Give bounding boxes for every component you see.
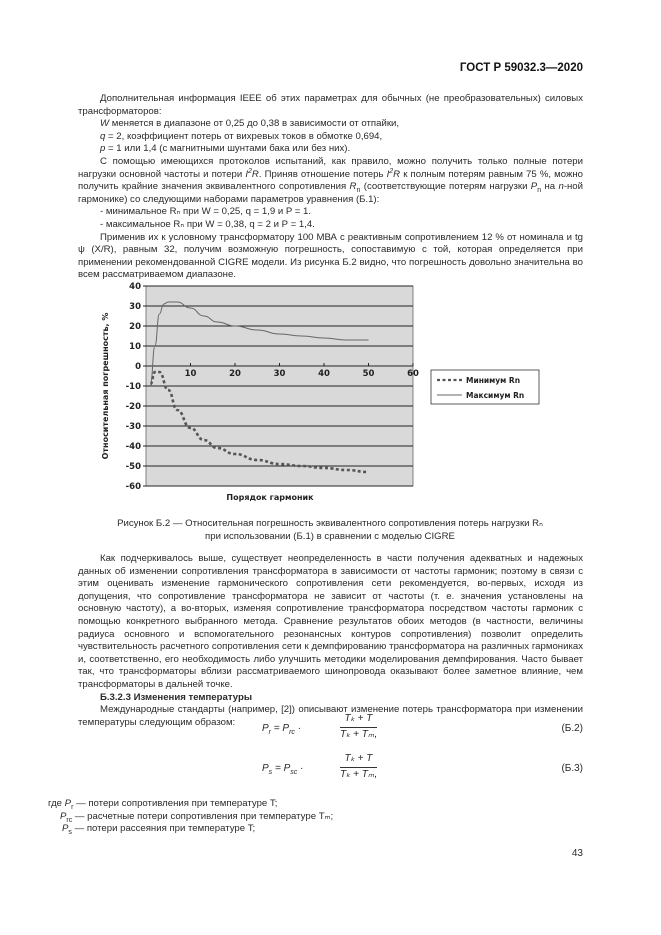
intro-section bbox=[78, 93, 583, 282]
svg-text:Минимум Rn: Минимум Rn bbox=[466, 376, 521, 385]
var-p: p bbox=[100, 143, 106, 155]
svg-text:-30: -30 bbox=[125, 422, 141, 432]
min-params-line: - минимальное Rₙ при W = 0,25, q = 1,9 и P = 1. bbox=[100, 206, 312, 218]
symbol-definitions bbox=[48, 798, 333, 836]
chart-legend bbox=[431, 370, 539, 404]
svg-text:40: 40 bbox=[129, 282, 141, 292]
param-p: p = 1 или 1,4 (с магнитными шунтами бака или без них). bbox=[100, 143, 351, 155]
error-chart bbox=[96, 282, 556, 507]
svg-text:10: 10 bbox=[129, 342, 141, 352]
svg-text:-10: -10 bbox=[125, 382, 141, 392]
svg-text:30: 30 bbox=[273, 369, 286, 379]
param-w: W меняется в диапазоне от 0,25 до 0,38 в зависимости от отпайки, bbox=[100, 118, 400, 130]
test-protocols-paragraph: С помощью имеющихся протоколов испытаний, как правило, можно получить только полные потери нагрузки основной частоты и потери $I^2R$. Приняв отношение потерь $I^2R$ к полным потерям равным 75 %, можно получить крайние значения эквивалентного сопротивления $R_n$ (соответствующие потерям нагрузки $P_n$ на n-ной гармонике) со следующими наборами параметров уравнения (Б.1): bbox=[78, 155, 583, 205]
intro-paragraph: Дополнительная информация IEEE об этих параметрах для обычных (не преобразовательных) силовых трансформаторов: bbox=[78, 93, 583, 117]
equation-b2: $P_r = P_{rc}$ · $\frac{\text{Tₖ + T}}{\text{Tₖ + Tₘ,}}$ (Б.2) bbox=[262, 713, 583, 740]
svg-text:40: 40 bbox=[318, 369, 330, 379]
caption-line-2: при использовании (Б.1) в сравнении с моделью CIGRE bbox=[205, 531, 455, 542]
x-axis-label: Порядок гармоник bbox=[226, 493, 314, 502]
svg-text:-20: -20 bbox=[125, 402, 141, 412]
caption-line-1: Рисунок Б.2 — Относительная погрешность эквивалентного сопротивления потерь нагрузки Rₙ bbox=[117, 518, 543, 529]
page-number: 43 bbox=[571, 848, 583, 859]
param-q: q = 2, коэффициент потерь от вихревых токов в обмотке 0,694, bbox=[100, 130, 383, 142]
definition-prc: $P_{rc}$ — расчетные потери сопротивления при температуре Tₘ; bbox=[60, 810, 334, 824]
y-axis-label: Относительная погрешность, % bbox=[101, 312, 110, 460]
svg-text:-40: -40 bbox=[125, 442, 141, 452]
svg-text:-60: -60 bbox=[125, 482, 141, 492]
uncertainty-paragraph: Как подчеркивалось выше, существует неопределенность в части получения адекватных и надежных данных об изменении сопротивления трансформатора в зависимости от частоты гармоник; поэтому в связи с этим оценивать изменение гармонического сопротивления сети рекомендуется, во-первых, исходя из допущения, что сопротивление трансформатора не зависит от частоты (т. е. значения установлены на основную частоту), а во-вторых, изменяя сопротивление трансформатора посредством частоты гармоник с помощью конкретного выбранного метода. Сравнение результатов обоих методов (в частности, величины радиуса основного и вспомогательного резонансных контуров сопротивления) позволит определить чувствительность расчетного сопротивления сети к демпфированию трансформатора на различных гармониках и, соответственно, его необходимость либо улучшить методики моделирования демпфирования. Часто бывает так, что трансформаторы вблизи рассматриваемого шинопровода оказывают более заметное влияние, чем трансформаторы в дальней точке. bbox=[78, 553, 583, 690]
equation-number: (Б.2) bbox=[561, 723, 583, 734]
svg-text:Максимум Rn: Максимум Rn bbox=[466, 391, 525, 400]
svg-text:20: 20 bbox=[229, 369, 241, 379]
svg-text:50: 50 bbox=[362, 369, 375, 379]
var-q: q bbox=[100, 130, 106, 142]
svg-text:0: 0 bbox=[135, 362, 141, 372]
svg-text:10: 10 bbox=[184, 369, 197, 379]
definition-ps: $P_s$ — потери рассеяния при температуре T; bbox=[62, 823, 256, 837]
equation-number: (Б.3) bbox=[561, 763, 583, 774]
equation-b3: $P_s = P_{sc}$ · $\frac{\text{Tₖ + T}}{\text{Tₖ + Tₘ,}}$ (Б.3) bbox=[262, 753, 583, 780]
document-id-header: ГОСТ Р 59032.3—2020 bbox=[459, 62, 583, 74]
figure-caption bbox=[60, 517, 600, 543]
body-section bbox=[78, 553, 583, 729]
max-params-line: - максимальное Rₙ при W = 0,38, q = 2 и P = 1,4. bbox=[100, 218, 315, 230]
svg-text:30: 30 bbox=[129, 302, 141, 312]
svg-text:20: 20 bbox=[129, 322, 141, 332]
application-paragraph: Применив их к условному трансформатору 100 МВА с реактивным сопротивлением 12 % от номинала и tg ψ (X/R), равным 32, получим возможную погрешность, сопоставимую с той, которая определяется при применении рекомендованной CIGRE модели. Из рисунка Б.2 видно, что погрешность довольно значительна во всем рассматриваемом диапазоне. bbox=[78, 231, 583, 281]
definition-pr: где $P_r$ — потери сопротивления при температуре T; bbox=[48, 798, 278, 811]
standards-paragraph: Международные стандарты (например, [2]) описывают изменение потерь трансформатора при изменении температуры следующим образом: bbox=[78, 704, 583, 728]
chart-svg bbox=[96, 282, 556, 507]
svg-text:60: 60 bbox=[407, 369, 419, 379]
svg-text:-50: -50 bbox=[125, 462, 141, 472]
var-w: W bbox=[100, 118, 110, 130]
section-heading: Б.3.2.3 Изменения температуры bbox=[100, 691, 253, 703]
